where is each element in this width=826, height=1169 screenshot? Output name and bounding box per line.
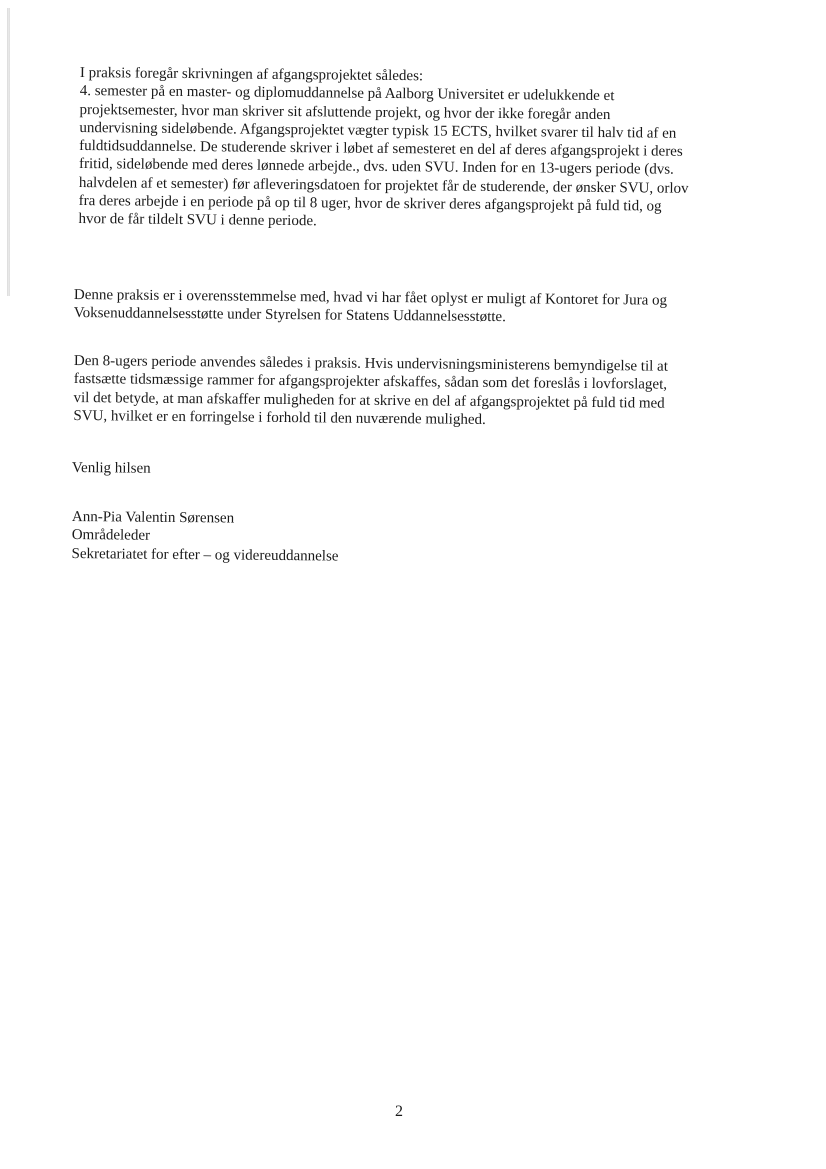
signature-department: Sekretariatet for efter – og videreuddannelse	[71, 545, 339, 565]
text-line: I praksis foregår skrivningen af afgangsprojektet således:	[79, 64, 424, 85]
text-line: Denne praksis er i overensstemmelse med, hvad vi har fået oplyst er muligt af Kontoret for Jura og	[73, 286, 668, 309]
signature-name: Ann-Pia Valentin Sørensen	[71, 508, 235, 527]
text-line: fra deres arbejde i en periode på op til 8 uger, hvor de skriver deres afgangsprojekt på fuld tid, og	[78, 193, 662, 215]
text-line: fritid, sideløbende med deres lønnede arbejde., dvs. uden SVU. Inden for en 13-ugers periode (dvs.	[78, 156, 674, 179]
text-line: Den 8-ugers periode anvendes således i praksis. Hvis undervisningsministerens bemyndigelse til at	[73, 352, 669, 375]
closing-text: Venlig hilsen	[71, 459, 151, 477]
paragraph-practice	[78, 64, 689, 235]
signature-block	[71, 508, 338, 565]
paragraph-consequence	[73, 352, 668, 431]
text-line: hvor de får tildelt SVU i denne periode.	[78, 211, 317, 230]
text-line: SVU, hvilket er en forringelse i forhold til den nuværende mulighed.	[73, 407, 486, 428]
text-line: halvdelen af et semester) før afleveringsdatoen for projektet får de studerende, der ønsker SVU, orlov	[78, 174, 689, 197]
text-line: fuldtidsuddannelse. De studerende skriver i løbet af semesteret en del af deres afgangsprojekt i deres	[79, 138, 683, 160]
text-line: vil det betyde, at man afskaffer muligheden for at skrive en del af afgangsprojektet på fuld tid med	[73, 389, 665, 412]
signature-title: Områdeleder	[71, 527, 151, 545]
paragraph-compliance	[74, 286, 667, 328]
text-line: fastsætte tidsmæssige rammer for afgangsprojekter afskaffes, sådan som det foreslås i lovforslaget,	[73, 371, 668, 393]
closing-greeting	[72, 459, 151, 478]
scan-edge-shadow	[7, 8, 10, 296]
text-line: projektsemester, hvor man skriver sit afsluttende projekt, og hvor der ikke foregår anden	[79, 101, 611, 123]
page-number: 2	[395, 1103, 403, 1120]
text-line: undervisning sideløbende. Afgangsprojektet vægter typisk 15 ECTS, hvilket svarer til halv tid af en	[79, 119, 677, 142]
text-line: 4. semester på en master- og diplomuddannelse på Aalborg Universitet er udelukkende et	[79, 83, 615, 105]
text-line: Voksenuddannelsesstøtte under Styrelsen for Statens Uddannelsesstøtte.	[73, 305, 506, 326]
